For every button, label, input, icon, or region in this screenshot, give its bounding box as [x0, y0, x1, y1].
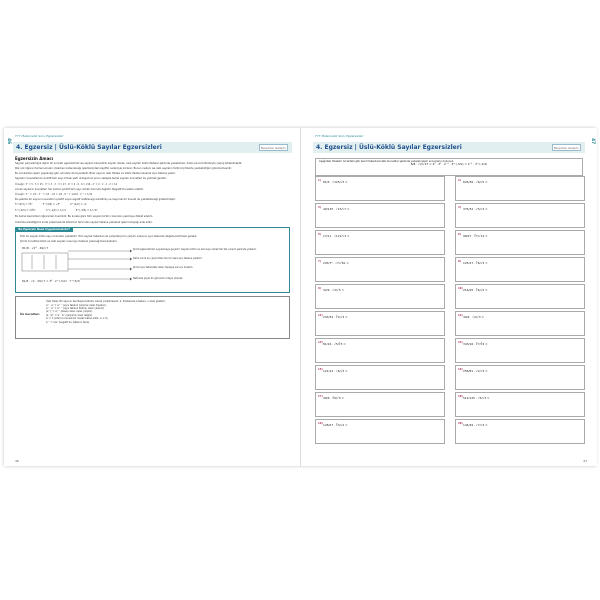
question-expression: 243/32 · ∛2/√3 = [323, 315, 348, 319]
question-expression: 49/6 · ∛6/√3 = [323, 396, 344, 400]
question-expression: 243/7ᵃ · √7/√81 = [323, 261, 349, 265]
question-box [315, 176, 445, 201]
paragraph: Sayıların kuvvetlerinin pozitif tam sayı olması şartı olduğumuz ve bu sebeple temel sayıları kuvvetleri ile yazmak gerekir. [15, 177, 167, 181]
root-example: 3^(-1/2) = 1/√3 [45, 209, 66, 213]
question-expression: 49/4 · √2/√3 = [463, 315, 484, 319]
question-expression: 128/27 · ∛3/√2 = [323, 423, 348, 427]
question-box [315, 230, 445, 255]
footer-page-number: 46 [15, 459, 19, 463]
section-heading: Egzersizin Amacı [15, 156, 54, 161]
question-box [455, 419, 585, 444]
question-box [315, 311, 445, 336]
question-number: 1) [318, 178, 321, 182]
question-number: 10) [458, 286, 463, 290]
rules-label: Üs kuralları [20, 312, 40, 317]
question-expression: 17/11 · √121/√3 = [323, 234, 350, 238]
question-box [455, 311, 585, 336]
question-number: 7) [318, 259, 321, 263]
question-number: 2) [458, 178, 461, 182]
question-box [315, 392, 445, 417]
question-box [315, 203, 445, 228]
page-title: 4. Egzersiz | Üslü-Köklü Sayılar Egzersizleri [316, 144, 462, 151]
question-number: 5) [318, 232, 321, 236]
rule-item: (a · b)ⁿ = aⁿ · bⁿ (çarpımın üssü dağılır) [46, 313, 93, 317]
root-example: 5^(-2/3) = 1/∛5² [15, 209, 36, 213]
rules-intro: Üslü ifade: Bir sayının kendisiyle tekrarlı olarak çarpılmasıdır. aⁿ ifadesinde a tabanı, n üssü gösterir. [46, 300, 166, 304]
question-box [455, 284, 585, 309]
left-content [15, 157, 290, 339]
roots-row [15, 209, 290, 212]
question-number: 16) [458, 367, 463, 371]
question-number: 15) [318, 367, 323, 371]
step-note: Neticede şöyle bir görünüm ortaya çıkacak. [133, 277, 184, 281]
page-title: 4. Egzersiz | Üslü-Köklü Sayılar Egzersizleri [16, 144, 162, 151]
question-expression: 121/12 · √6/√3 = [323, 369, 348, 373]
question-number: 18) [458, 394, 463, 398]
paragraph: Bu sorulardan işlem yapılacağı gibi, sorulara da koyulabilir. Birer sayının üslü ifadesi ve köklü ifadesi alınarak aynı tabana yazılır. [15, 172, 176, 176]
left-page [4, 128, 300, 466]
question-box [315, 365, 445, 390]
example-row: Örneğin: 5⁻¹ = 1/5 , 3⁻² = 1/3 · 1/3 = 1/9 , 6⁻³ = 1/216 , 2⁻⁵ = 1/32 [15, 192, 93, 196]
instruction-text: Aşağıdaki ifadeleri örnekteki gibi kendi tabanlarındaki kuvvetler şeklinde yazarak işlem sonuçlarını bulunuz. [319, 160, 455, 163]
question-expression: 256/81 · √2/√3 = [463, 369, 488, 373]
step-note: Şimdi egzersizimizi uygulamaya geçelim. Sayıları köklü ve üslü sayı olarak tek tek çarpım şeklinde yazalım. [133, 248, 257, 252]
worked-example-figure [20, 245, 285, 289]
question-expression: 81/5 · √125/√3 = [323, 180, 348, 184]
page-number-side: 47 [590, 138, 595, 145]
instruction-box [315, 158, 583, 176]
book-spread [4, 128, 596, 466]
question-number: 3) [318, 205, 321, 209]
instruction-formula: 6/8 · √2/√27 = 2¹ · 3¹ · 2⁻³ · 3^(-3/2) = 2⁻² · 3^(-1/2) [410, 162, 488, 167]
question-expression: 625/36 · √6/√5 = [463, 180, 488, 184]
right-page [300, 128, 597, 466]
title-bar [13, 142, 292, 153]
root-example: 3^(3/2) = √3³ [42, 202, 61, 206]
step-note: Şimdi aynı tabandaki üsleri toplayıp sonucu bulalım. [133, 266, 194, 270]
rule-item: aᵐ · aⁿ = aᵐ⁺ⁿ (aynı tabanlı çarpma: üsler toplanır) [46, 303, 107, 307]
paragraph: Bu şekilde bir sayının kuvvetinin pozitif veya negatif olabileceği anlatılmış ve rasyonel bir kuvvet de yazılabileceği gösterilmiştir. [15, 197, 176, 201]
question-expression: 81/16 · √5/∛3 = [323, 342, 346, 346]
how-to-box [15, 227, 290, 293]
question-box [315, 284, 445, 309]
paragraph: Sayıları parçalamaya ilişkin bir sonraki egzersizimiz ise sayıları üslü-köklü sayılar olarak, üslü sayıları köklü ifadeler şeklinde yazabilmek, daha sonra birbirleriyle çarpıp bölebilmektir. [15, 161, 243, 165]
example-expression: 81/8 · √2³ · 49/√7 [22, 246, 49, 251]
paragraph: Bu temel kavramları öğrenmek önemlidir. Bu kurala göre tüm sayıları birbiri cinsinden yazmaya dikkat edelim. [15, 215, 154, 219]
question-number: 12) [458, 313, 463, 317]
question-box [455, 338, 585, 363]
question-number: 8) [458, 259, 461, 263]
question-number: 4) [458, 205, 461, 209]
question-box [315, 419, 445, 444]
rule-item: a⁰ = 1 (sıfırıncı kuvvet bir olarak kabul edilir, a ≠ 0) [46, 317, 108, 321]
question-number: 19) [318, 421, 323, 425]
rules-body [46, 300, 166, 324]
title-bar [313, 142, 585, 153]
question-number: 14) [458, 340, 463, 344]
footer-page-number: 47 [583, 459, 587, 463]
question-number: 6) [458, 232, 461, 236]
question-box [315, 338, 445, 363]
question-expression: 49/135 · √15/√7 = [323, 207, 350, 211]
question-box [455, 392, 585, 417]
question-expression: 343/16 · ∛7/∛4 = [463, 342, 488, 346]
question-expression: 216/25 · ∛6/√2 = [463, 288, 488, 292]
question-box [455, 176, 585, 201]
question-expression: 32/9 · √3/√5 = [323, 288, 344, 292]
question-expression: 144/49 · √7/√3 = [463, 423, 488, 427]
question-expression: 512/125 · √5/√3 = [463, 396, 490, 400]
step-note: Daha sonra bu çarpımdaki her bir üssü aynı tabana yazalım. [133, 257, 203, 261]
question-expression: 125/27 · ∛6/√3 = [463, 261, 488, 265]
paragraph: Tüm bu sayılar köklü sayı cinsinden yazılabilir. Tüm sayılar tabanları ile çarpıldıkça bu çarpım sırasının aynı tabanda değerlendirilmesi gerekir. [20, 234, 198, 238]
rule-item: (aᵐ)ⁿ = aᵐ·ⁿ (üssün üssü: üsler çarpılır) [46, 310, 93, 314]
question-box [455, 365, 585, 390]
question-expression: 98/27 · ∛7/√14 = [463, 234, 488, 238]
publisher-badge: Benjamin Gelişim [552, 144, 581, 151]
how-to-title: Bu Egzersiz Nasıl Uygulanmalıdır? [15, 227, 72, 232]
paragraph: Ancak sayıların kuvvetleri her zaman pozitif tam sayı olmak zorunda değildir. Negatif kuvvetler olabilir. [15, 187, 144, 191]
rules-note-box [15, 296, 290, 339]
running-head: TYT Matematik Soru Egzersizleri [315, 134, 364, 138]
question-box [455, 230, 585, 255]
root-example: 5^(2/3) = ∛5² [15, 202, 33, 206]
question-number: 13) [318, 340, 323, 344]
example-row: Örneğin: 5² = 5 . 5 = 25 , 3³ = 3 . 3 . 3 = 27 , 6³ = 6 . 6 . 6 = 216 , 2⁴ = 2 . 2 . 2 . 2 = 16 [15, 182, 118, 186]
page-number-side: 46 [6, 138, 11, 145]
question-expression: 375/32 · √5/√3 = [463, 207, 488, 211]
question-number: 20) [458, 421, 463, 425]
rule-item: a⁻ⁿ = 1/aⁿ (negatif üs: tabanın tersi) [46, 320, 90, 324]
root-example: 6^(-3/5) = 1/⁵√6³ [75, 209, 98, 213]
paragraph: Pek çok öğrenci temel soruları çözerken kullanılacağı işlemlerindeki zayıflık nedeniyle zorlanır. Bunun nedeni ise üslü sayıların farklı biçimlerde yazılabildiğini görememesidir. [15, 166, 232, 170]
question-box [455, 203, 585, 228]
question-box [315, 257, 445, 282]
paragraph: Yukarıda anlattığımız kural çalışmasında birbirinin tersi olan sayılar tabana yazılarak işlem kolaylığı elde edilir. [15, 220, 153, 224]
question-box [455, 257, 585, 282]
question-number: 17) [318, 394, 323, 398]
question-number: 11) [318, 313, 323, 317]
running-head: TYT Matematik Soru Egzersizleri [15, 134, 64, 138]
example-result: 81/8 · √2 · 49/√7 = 3⁴ · 2^(-5/2) · 7^(3/2) [22, 279, 81, 284]
question-number: 9) [318, 286, 321, 290]
root-example: 2^(1/2) = √2 [70, 202, 87, 206]
publisher-badge: Benjamin Gelişim [259, 144, 288, 151]
paragraph: Şimdi öncelikle köklü ve üslü sayıları nasıl aynı tabana yazacağımıza bakalım. [20, 239, 118, 243]
roots-row [15, 203, 290, 206]
rule-item: aᵐ : aⁿ = aᵐ⁻ⁿ (aynı tabanlı bölme: üsler çıkarılır) [46, 306, 105, 310]
